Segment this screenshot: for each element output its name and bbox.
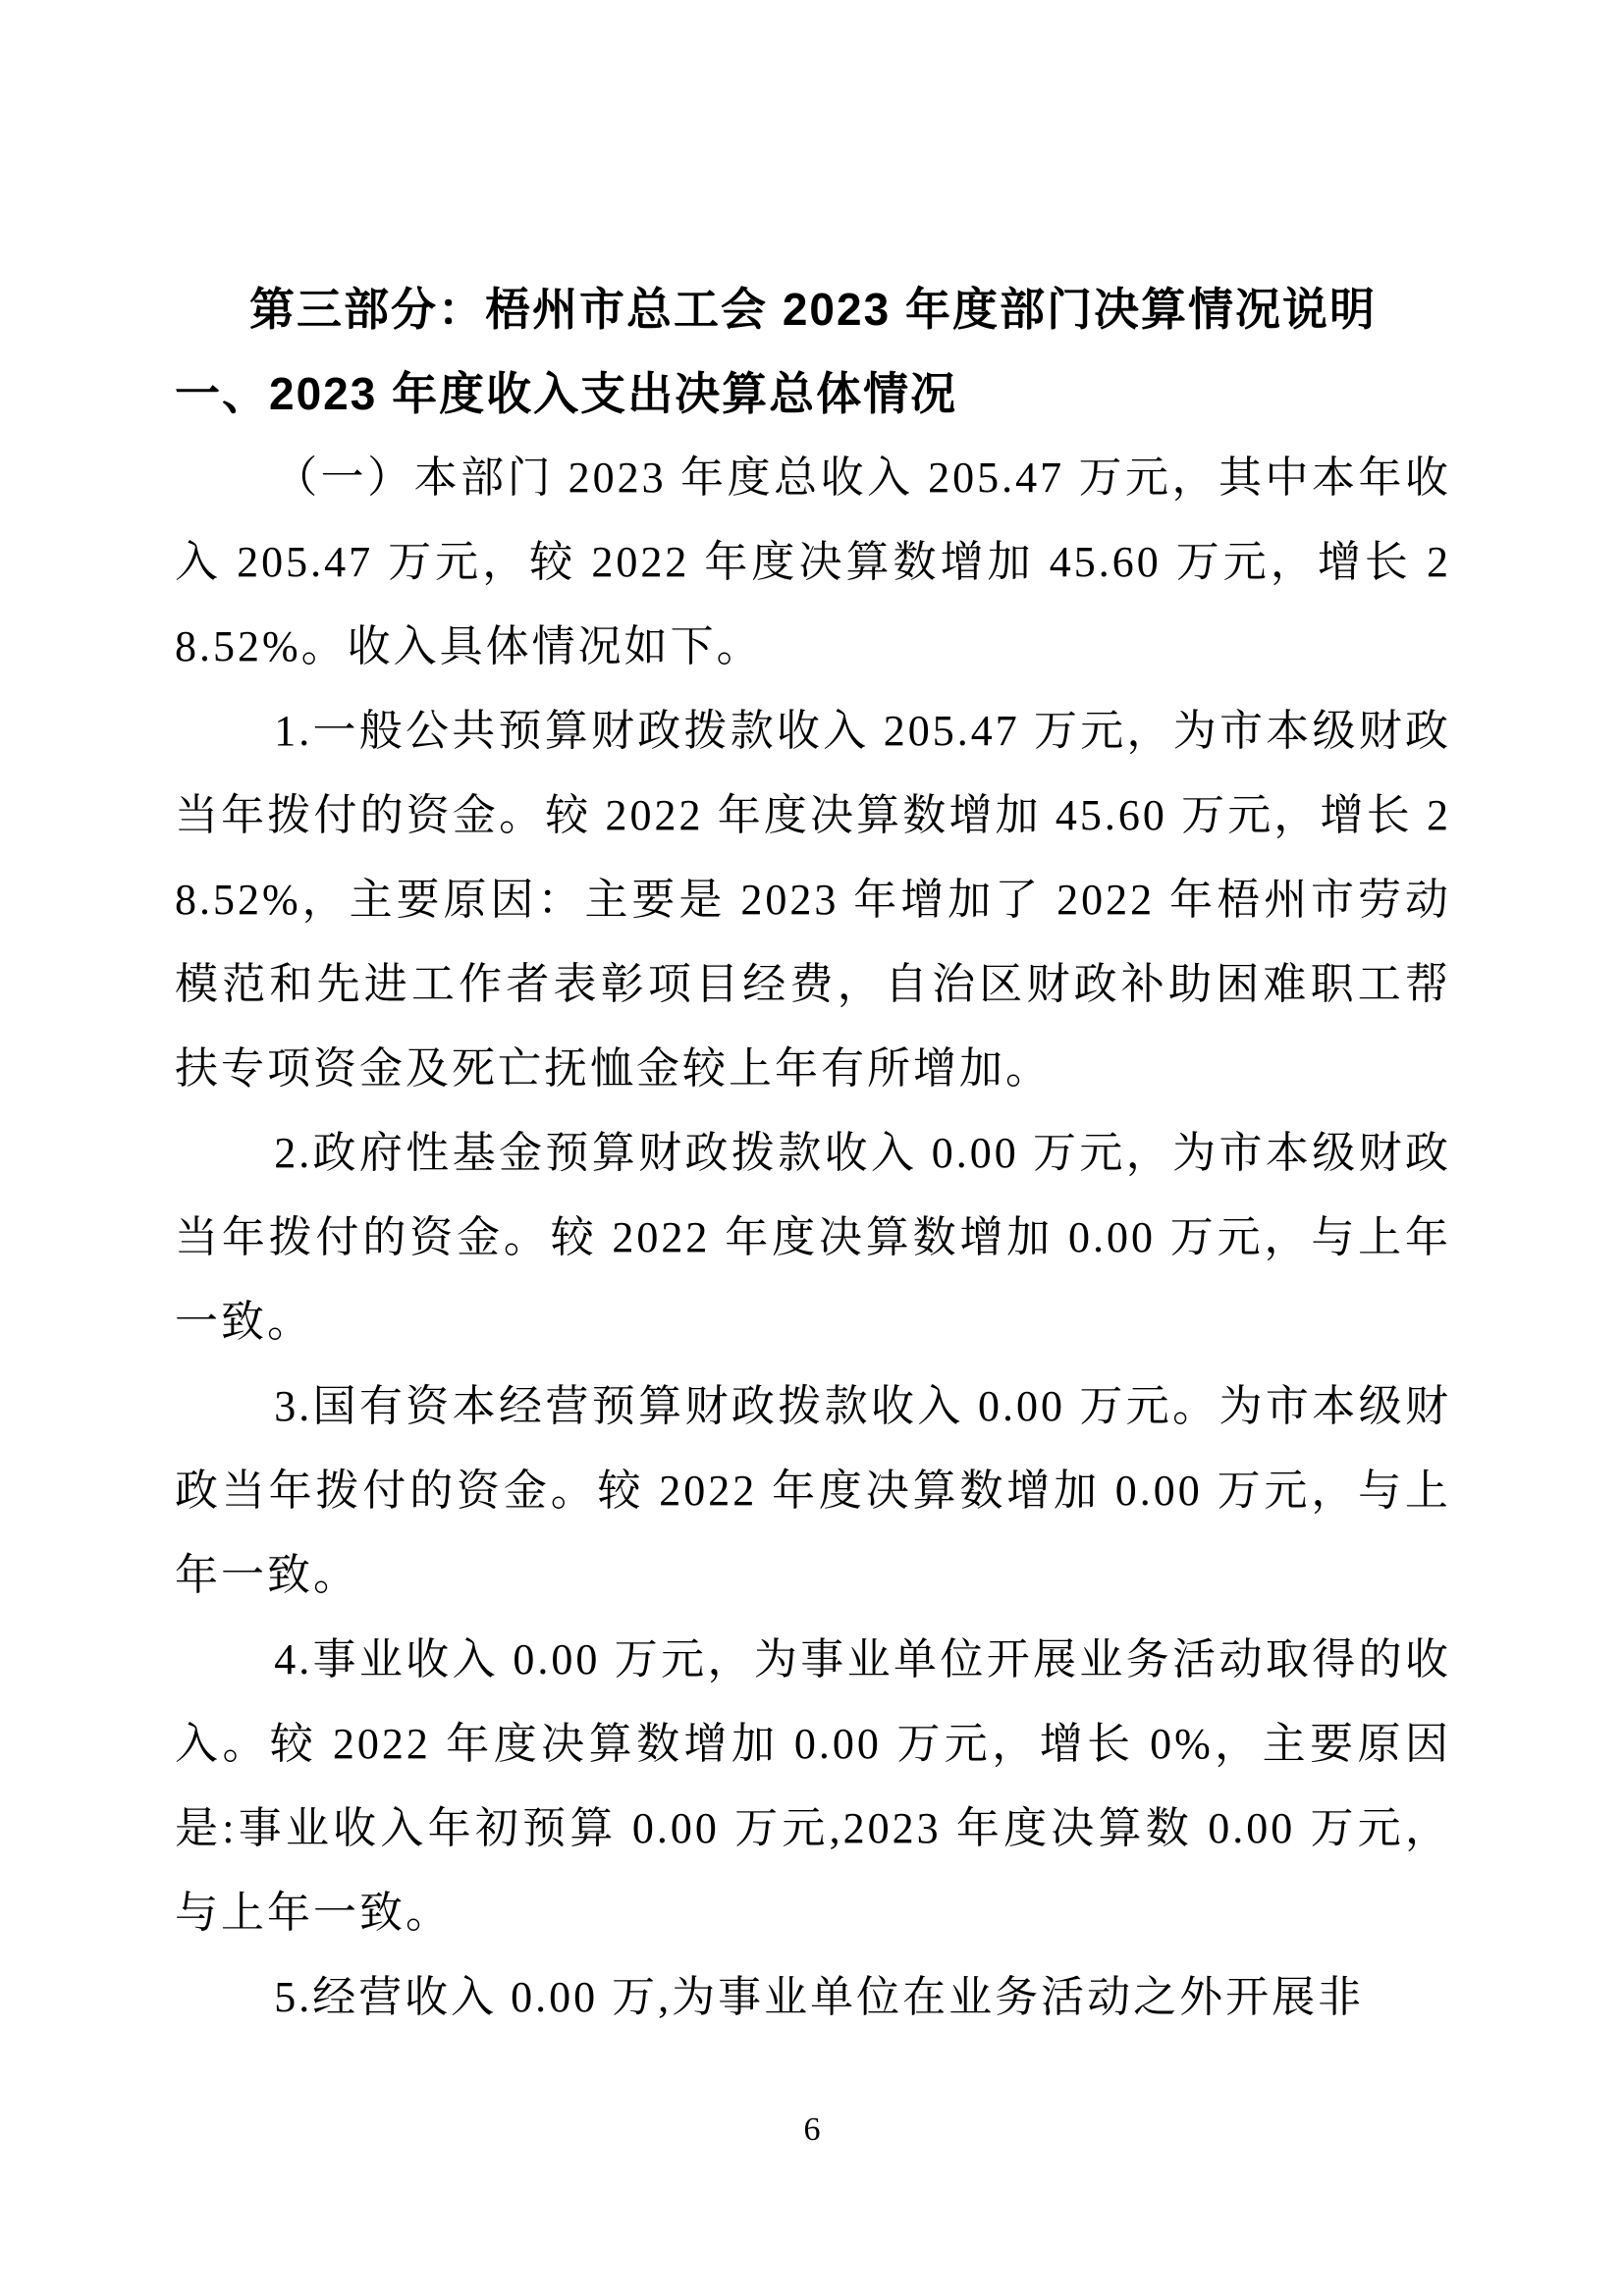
- section-heading: 一、2023 年度收入支出决算总体情况: [175, 368, 958, 419]
- paragraph: （一）本部门 2023 年度总收入 205.47 万元，其中本年收入 205.47 万元，较 2022 年度决算数增加 45.60 万元，增长 28.52%。收入具体情况如下。: [175, 454, 1451, 670]
- document-title: 第三部分：梧州市总工会 2023 年度部门决算情况说明: [249, 284, 1377, 335]
- paragraph: 2.政府性基金预算财政拨款收入 0.00 万元，为市本级财政当年拨付的资金。较 2022 年度决算数增加 0.00 万元，与上年一致。: [175, 1129, 1451, 1346]
- paragraph: 4.事业收入 0.00 万元，为事业单位开展业务活动取得的收入。较 2022 年度决算数增加 0.00 万元，增长 0%，主要原因是:事业收入年初预算 0.00 万元,2023 年度决算数 0.00 万元，与上年一致。: [175, 1635, 1451, 1937]
- paragraph: 5.经营收入 0.00 万,为事业单位在业务活动之外开展非: [274, 1973, 1365, 2021]
- paragraph-list: [175, 436, 1451, 2040]
- paragraph: 1.一般公共预算财政拨款收入 205.47 万元，为市本级财政当年拨付的资金。较 2022 年度决算数增加 45.60 万元，增长 28.52%，主要原因：主要是 2023 年增加了 2022 年梧州市劳动模范和先进工作者表彰项目经费，自治区财政补助困难职工帮扶专项资金及死亡抚恤金较上年有所增加。: [175, 707, 1451, 1093]
- document-content: [175, 0, 1451, 2040]
- paragraph: 3.国有资本经营预算财政拨款收入 0.00 万元。为市本级财政当年拨付的资金。较 2022 年度决算数增加 0.00 万元，与上年一致。: [175, 1382, 1451, 1599]
- page-number: 6: [803, 2111, 821, 2148]
